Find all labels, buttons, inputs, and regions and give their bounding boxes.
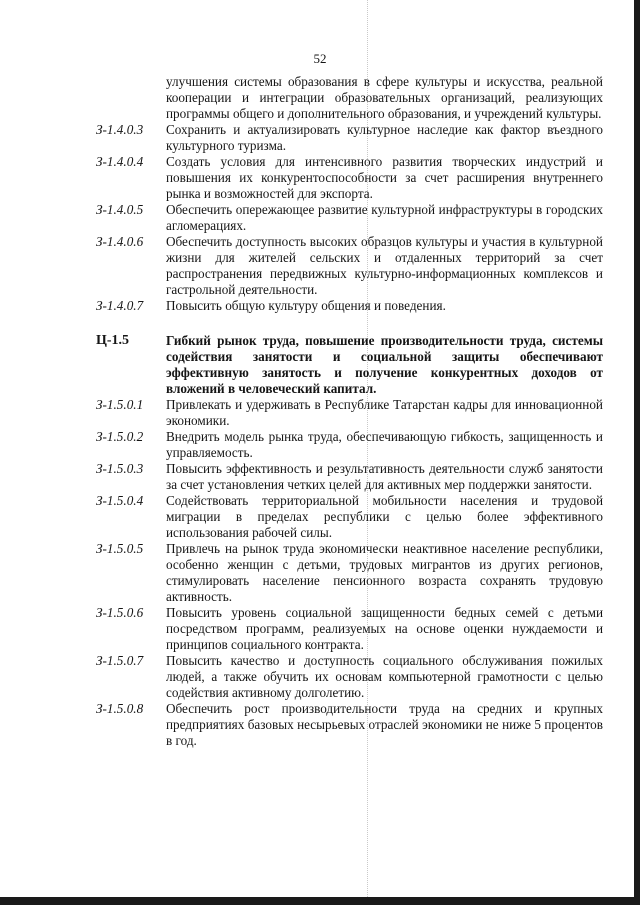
scan-edge-right (634, 0, 640, 905)
goal-code: Ц-1.5 (96, 333, 130, 348)
task-code: З-1.5.0.5 (96, 541, 144, 556)
task-text: Повысить эффективность и результативность деятельности служб занятости за счет установления четких целей для активных мер поддержки занятости. (166, 461, 603, 492)
task-code: З-1.5.0.3 (96, 461, 144, 476)
task-text: Обеспечить рост производительности труда на средних и крупных предприятиях базовых несырьевых отраслей экономики не ниже 5 процентов в год. (166, 701, 603, 748)
task-code: З-1.4.0.3 (96, 122, 144, 137)
task-code: З-1.4.0.5 (96, 202, 144, 217)
scan-edge-bottom (0, 897, 640, 905)
page-number: 52 (313, 51, 327, 66)
task-text: Обеспечить доступность высоких образцов культуры и участия в культурной жизни для жителей сельских и отдаленных территорий за счет распространения передвижных культурно-информационных комплексов и гастрольной деятельности. (166, 234, 603, 297)
task-entry (96, 493, 603, 541)
task-code: З-1.5.0.6 (96, 605, 144, 620)
task-entry (96, 154, 603, 202)
task-entry (96, 397, 603, 429)
task-code: З-1.4.0.6 (96, 234, 144, 249)
task-entry (96, 429, 603, 461)
task-entry (96, 202, 603, 234)
task-text: Привлекать и удерживать в Республике Татарстан кадры для инновационной экономики. (166, 397, 603, 428)
task-entry (96, 653, 603, 701)
paragraph-continuation (96, 74, 603, 122)
task-text: Создать условия для интенсивного развития творческих индустрий и повышения их конкурентоспособности за счет расширения внутреннего рынка и возможностей для экспорта. (166, 154, 603, 201)
task-code: З-1.5.0.8 (96, 701, 144, 716)
task-entry (96, 461, 603, 493)
task-code: З-1.5.0.1 (96, 397, 144, 412)
task-text: Внедрить модель рынка труда, обеспечивающую гибкость, защищенность и управляемость. (166, 429, 603, 460)
task-entry (96, 605, 603, 653)
task-code: З-1.4.0.7 (96, 298, 144, 313)
task-text: Привлечь на рынок труда экономически неактивное население республики, особенно женщин с детьми, трудовых мигрантов из других регионов, стимулировать население пенсионного возраста сохранять трудовую активность. (166, 541, 603, 604)
task-entry (96, 298, 603, 314)
task-text: Повысить общую культуру общения и поведения. (166, 298, 446, 313)
document-body (96, 74, 603, 749)
task-code: З-1.5.0.4 (96, 493, 144, 508)
task-entry (96, 701, 603, 749)
task-entry (96, 122, 603, 154)
task-code: З-1.4.0.4 (96, 154, 144, 169)
task-text: Сохранить и актуализировать культурное наследие как фактор въездного культурного туризма. (166, 122, 603, 153)
task-code: З-1.5.0.7 (96, 653, 144, 668)
task-text: Содействовать территориальной мобильности населения и трудовой миграции в пределах республики с целью более эффективного использования рабочей силы. (166, 493, 603, 540)
task-text: Повысить качество и доступность социального обслуживания пожилых людей, а также обучить их основам компьютерной грамотности с целью содействия активному долголетию. (166, 653, 603, 700)
task-code: З-1.5.0.2 (96, 429, 144, 444)
goal-entry (96, 333, 603, 397)
task-entry (96, 234, 603, 298)
task-entry (96, 541, 603, 605)
goal-heading: Гибкий рынок труда, повышение производительности труда, системы содействия занятости и социальной защиты обеспечивают эффективную занятость и получение конкурентных доходов от вложений в человеческий капитал. (166, 333, 603, 396)
task-text: Повысить уровень социальной защищенности бедных семей с детьми посредством программ, реализуемых на основе оценки нуждаемости и принципов социального контракта. (166, 605, 603, 652)
entry-text: улучшения системы образования в сфере культуры и искусства, реальной кооперации и интеграции образовательных организаций, реализующих программы общего и дополнительного образования, и учреждений культуры. (166, 74, 603, 121)
task-text: Обеспечить опережающее развитие культурной инфраструктуры в городских агломерациях. (166, 202, 603, 233)
